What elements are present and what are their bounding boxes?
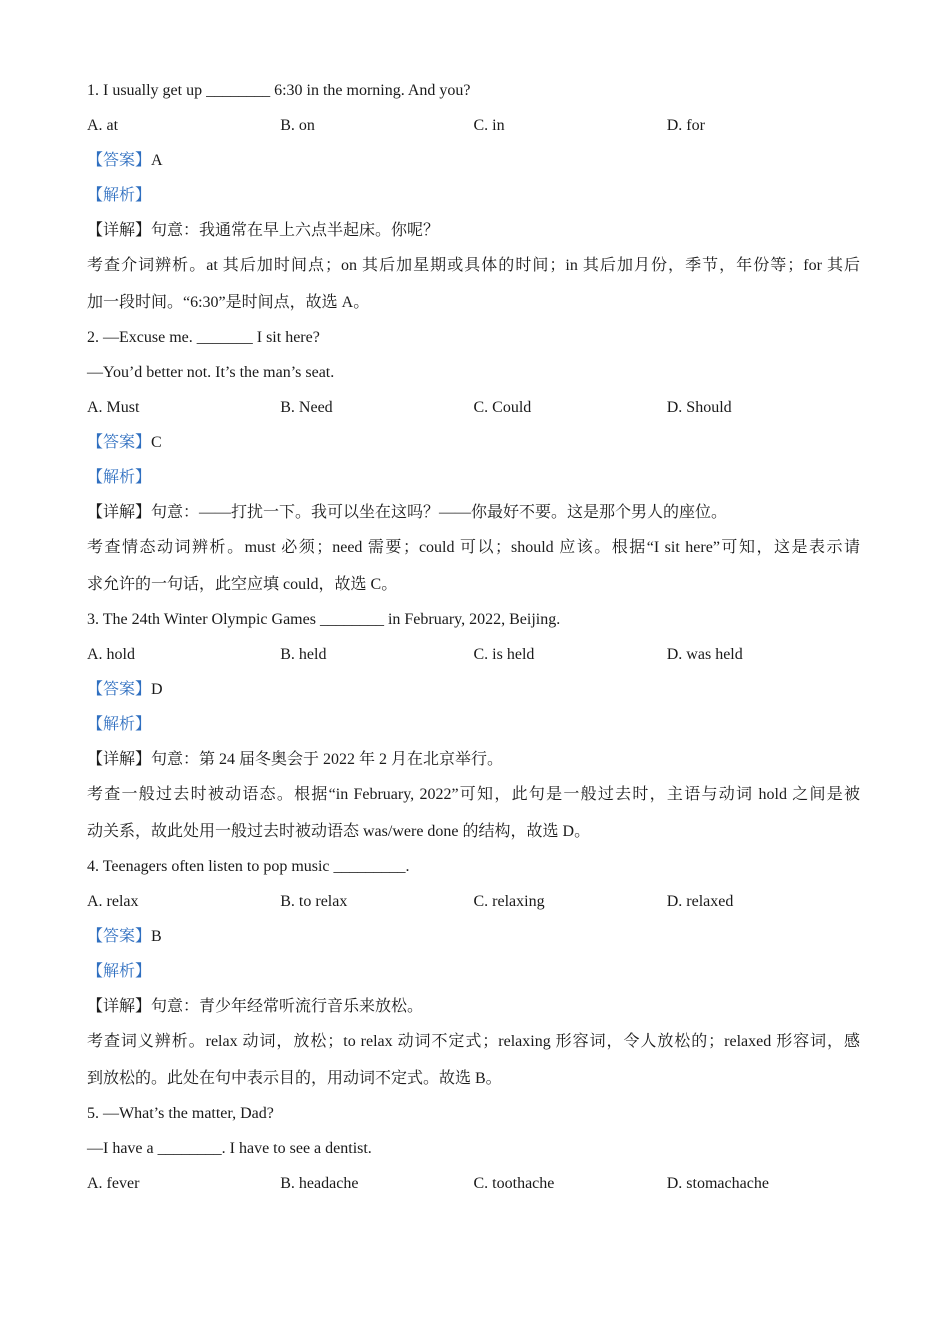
option-b: B. on	[280, 117, 315, 134]
option-c: C. relaxing	[473, 893, 545, 910]
option-b: B. to relax	[280, 893, 348, 910]
option-a: A. Must	[87, 399, 140, 416]
analysis-label-line	[87, 960, 860, 995]
options-row	[87, 114, 860, 149]
question-stem: 5. —What’s the matter, Dad?	[87, 1105, 274, 1122]
question-stem: —You’d better not. It’s the man’s seat.	[87, 364, 335, 381]
option-d: D. relaxed	[666, 893, 734, 910]
explanation-line: 动关系，故此处用一般过去时被动语态 was/were done 的结构，故选 D。	[87, 823, 591, 840]
question-stem: 2. —Excuse me. _______ I sit here?	[87, 329, 320, 346]
question-stem: 4. Teenagers often listen to pop music _________.	[87, 858, 410, 875]
option-d: D. stomachache	[666, 1175, 769, 1192]
explanation-line: 考查介词辨析。at 其后加时间点；on 其后加星期或具体的时间；in 其后加月份，季节，年份等；for 其后	[87, 257, 860, 274]
options-row	[87, 1172, 860, 1207]
question-4	[87, 855, 860, 1102]
option-b: B. held	[280, 646, 327, 663]
explanation-line: 求允许的一句话，此空应填 could，故选 C。	[87, 576, 398, 593]
option-c: C. Could	[473, 399, 532, 416]
question-2	[87, 326, 860, 608]
options-row	[87, 643, 860, 678]
question-3	[87, 608, 860, 855]
question-1	[87, 79, 860, 326]
answer-line	[87, 678, 860, 713]
explanation-line: 考查词义辨析。relax 动词，放松；to relax 动词不定式；relaxing 形容词，令人放松的；relaxed 形容词，感	[87, 1033, 860, 1050]
detail-line: 【详解】句意：青少年经常听流行音乐来放松。	[87, 998, 424, 1015]
answer-value: A	[151, 152, 163, 169]
analysis-label-line	[87, 713, 860, 748]
question-stem: —I have a ________. I have to see a dentist.	[87, 1140, 372, 1157]
analysis-label-line	[87, 466, 860, 501]
option-a: A. at	[87, 117, 119, 134]
options-row	[87, 890, 860, 925]
answer-value: B	[151, 928, 162, 945]
answer-label: 【答案】	[87, 928, 152, 945]
analysis-label-line	[87, 184, 860, 219]
option-d: D. was held	[666, 646, 743, 663]
option-c: C. toothache	[473, 1175, 555, 1192]
explanation-line: 考查情态动词辨析。must 必须；need 需要；could 可以；should 应该。根据“I sit here”可知，这是表示请	[87, 539, 860, 556]
options-row	[87, 396, 860, 431]
detail-line: 【详解】句意：第 24 届冬奥会于 2022 年 2 月在北京举行。	[87, 751, 504, 768]
answer-line	[87, 925, 860, 960]
answer-label: 【答案】	[87, 434, 152, 451]
analysis-label: 【解析】	[87, 963, 152, 980]
analysis-label: 【解析】	[87, 469, 152, 486]
answer-label: 【答案】	[87, 152, 152, 169]
explanation-line: 加一段时间。“6:30”是时间点，故选 A。	[87, 294, 370, 311]
option-b: B. headache	[280, 1175, 359, 1192]
analysis-label: 【解析】	[87, 187, 152, 204]
option-a: A. relax	[87, 893, 139, 910]
detail-line: 【详解】句意：——打扰一下。我可以坐在这吗？——你最好不要。这是那个男人的座位。	[87, 504, 728, 521]
option-d: D. Should	[666, 399, 732, 416]
explanation-line: 到放松的。此处在句中表示目的，用动词不定式。故选 B。	[87, 1070, 502, 1087]
detail-line: 【详解】句意：我通常在早上六点半起床。你呢？	[87, 222, 440, 239]
explanation-line: 考查一般过去时被动语态。根据“in February, 2022”可知，此句是一般过去时，主语与动词 hold 之间是被	[87, 786, 860, 803]
option-a: A. fever	[87, 1175, 140, 1192]
question-stem: 3. The 24th Winter Olympic Games ________ in February, 2022, Beijing.	[87, 611, 561, 628]
option-d: D. for	[666, 117, 705, 134]
question-5	[87, 1102, 860, 1207]
option-c: C. is held	[473, 646, 535, 663]
answer-value: D	[151, 681, 163, 698]
question-stem: 1. I usually get up ________ 6:30 in the morning. And you?	[87, 82, 471, 99]
option-b: B. Need	[280, 399, 333, 416]
answer-line	[87, 149, 860, 184]
analysis-label: 【解析】	[87, 716, 152, 733]
option-a: A. hold	[87, 646, 135, 663]
answer-value: C	[151, 434, 162, 451]
option-c: C. in	[473, 117, 505, 134]
answer-label: 【答案】	[87, 681, 152, 698]
answer-line	[87, 431, 860, 466]
